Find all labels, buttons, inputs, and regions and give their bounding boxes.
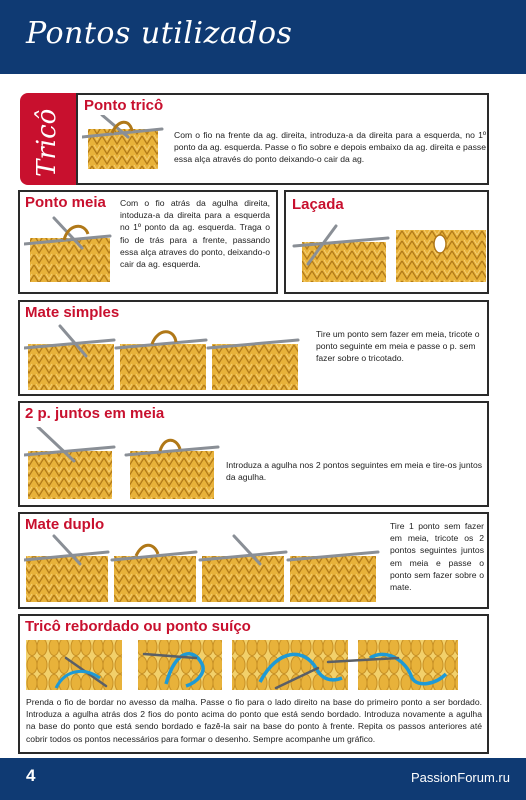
section-trico-rebordado — [18, 614, 489, 754]
section-title: Laçada — [292, 196, 344, 213]
lacada-illustration — [292, 220, 488, 286]
mate-simples-illustration — [24, 324, 304, 394]
ponto-meia-illustration — [24, 214, 112, 284]
section-description: Tire 1 ponto sem fazer em meia, tricote os 2 pontos seguintes juntos em meia e passe o ponto sem fazer sobre o mate. — [390, 521, 484, 593]
section-mate-duplo — [18, 512, 489, 609]
page-number: 4 — [26, 766, 36, 785]
page-header — [0, 0, 526, 74]
section-title: Mate simples — [25, 304, 120, 321]
section-description: Introduza a agulha nos 2 pontos seguintes em meia e tire-os juntos da agulha. — [226, 460, 483, 483]
page-title: Pontos utilizados — [26, 16, 293, 51]
section-mate-simples — [18, 300, 489, 396]
mate-duplo-illustration — [24, 534, 380, 606]
trico-tab-label: Tricô — [32, 108, 62, 177]
page-footer — [0, 758, 526, 800]
section-ponto-meia — [18, 190, 278, 294]
site-watermark: PassionForum.ru — [411, 770, 510, 785]
section-ponto-trico — [76, 93, 489, 185]
section-title: 2 p. juntos em meia — [25, 405, 165, 422]
dois-juntos-illustration — [24, 427, 224, 503]
section-title: Tricô rebordado ou ponto suíço — [25, 618, 251, 635]
trico-tab — [20, 93, 78, 185]
section-title: Ponto meia — [25, 194, 106, 211]
ponto-trico-illustration — [82, 115, 164, 173]
section-title: Ponto tricô — [84, 97, 164, 114]
section-description: Com o fio atrás da agulha direita, intoduza-a da direita para a esquerda no 1º ponto da ag. esquerda. Traga o fio de trás para a frente, passando essa alça atraves do ponto, deixando-o cair da ag. esquerda. — [120, 198, 271, 270]
section-dois-juntos — [18, 401, 489, 507]
trico-rebordado-illustration — [26, 638, 486, 692]
section-description: Prenda o fio de bordar no avesso da malha. Passe o fio para o lado direito na base do primeiro ponto a ser bordado. Introduza a agulha atrás dos 2 fios do ponto acima do ponto que está sendo bordado. Introduza novamente a agulha na base do ponto que está sendo bordado e fazê-la sair na base do ponto à frente. Repita os passos anteriores até cobrir todos os pontos necessários para formar o desenho. Sempre acompanhe um gráfico. — [26, 697, 482, 744]
section-description: Tire um ponto sem fazer em meia, tricote o ponto seguinte em meia e passe o p. sem fazer sobre o tricotado. — [316, 329, 480, 364]
section-lacada — [284, 190, 489, 294]
section-title: Mate duplo — [25, 516, 105, 533]
section-description: Com o fio na frente da ag. direita, introduza-a da direita para a esquerda, no 1º ponto da ag. esquerda. Passe o fio sobre e depois embaixo da ag. direita e passe essa alça através do ponto deixando-o cair da ag. — [174, 130, 486, 165]
